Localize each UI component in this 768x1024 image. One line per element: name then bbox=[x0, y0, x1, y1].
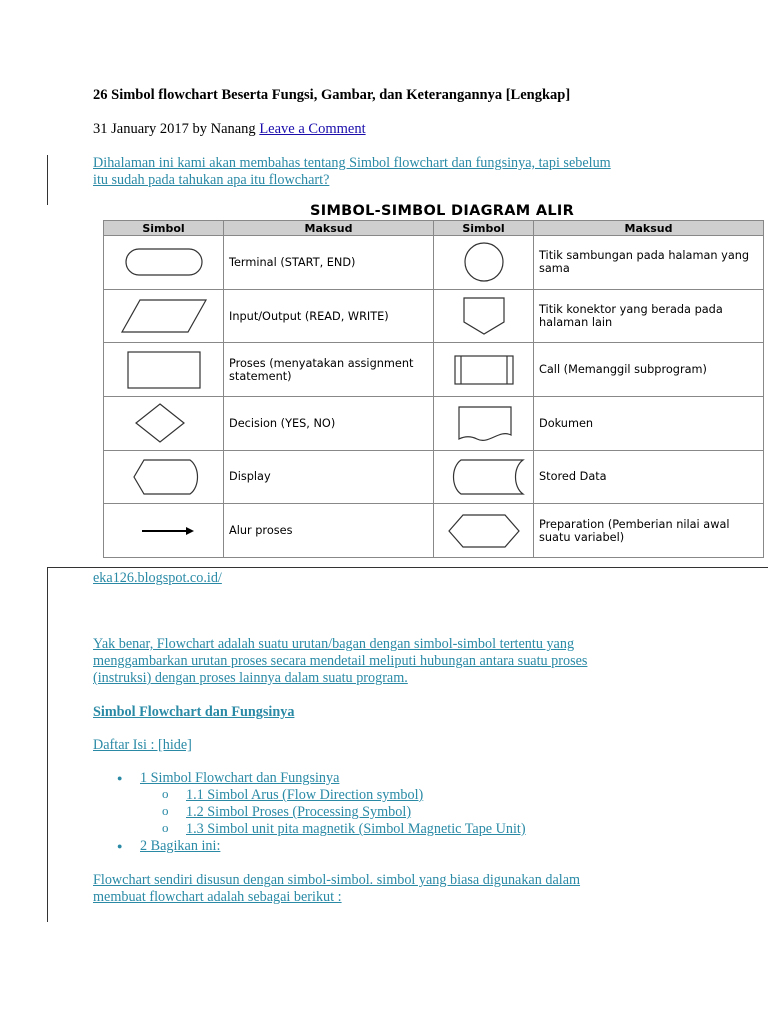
circle-bullet-icon: o bbox=[162, 820, 169, 835]
row-text-right: Titik sambungan pada halaman yang sama bbox=[534, 236, 764, 290]
paragraph-line2[interactable]: menggambarkan urutan proses secara mendetail meliputi hubungan antara suatu proses bbox=[93, 653, 588, 669]
hexagon-shape-icon bbox=[434, 504, 534, 558]
bullet-icon: ● bbox=[117, 841, 123, 851]
rectangle-shape-icon bbox=[104, 343, 224, 397]
table-row bbox=[104, 504, 764, 558]
closing-line1[interactable]: Flowchart sendiri disusun dengan simbol-simbol. simbol yang biasa digunakan dalam bbox=[93, 872, 581, 888]
toc-subitem-1[interactable]: 1.1 Simbol Arus (Flow Direction symbol) bbox=[186, 787, 424, 803]
margin-bar-bottom bbox=[47, 567, 48, 922]
circle-bullet-icon: o bbox=[162, 803, 169, 818]
offpage-connector-shape-icon bbox=[434, 289, 534, 343]
row-text-right: Call (Memanggil subprogram) bbox=[534, 343, 764, 397]
table-row bbox=[104, 236, 764, 290]
toc-item-2[interactable]: 2 Bagikan ini: bbox=[140, 838, 221, 854]
symbol-table-header bbox=[104, 221, 764, 236]
parallelogram-shape-icon bbox=[104, 289, 224, 343]
document-shape-icon bbox=[434, 397, 534, 451]
header-simbol-2: Simbol bbox=[434, 221, 534, 236]
table-row bbox=[104, 397, 764, 451]
header-maksud-2: Maksud bbox=[534, 221, 764, 236]
header-maksud-1: Maksud bbox=[224, 221, 434, 236]
table-row bbox=[104, 289, 764, 343]
paragraph-line1[interactable]: Yak benar, Flowchart adalah suatu urutan/bagan dengan simbol-simbol tertentu yang bbox=[93, 636, 575, 652]
terminal-shape-icon bbox=[104, 236, 224, 290]
symbol-table bbox=[103, 220, 764, 558]
source-link[interactable]: eka126.blogspot.co.id/ bbox=[93, 570, 222, 586]
predefined-process-shape-icon bbox=[434, 343, 534, 397]
post-date-author: 31 January 2017 by Nanang bbox=[93, 121, 260, 137]
circle-connector-shape-icon bbox=[434, 236, 534, 290]
intro-link-line1[interactable]: Dihalaman ini kami akan membahas tentang Simbol flowchart dan fungsinya, tapi sebelum bbox=[93, 155, 611, 171]
toc-subitem-3[interactable]: 1.3 Simbol unit pita magnetik (Simbol Magnetic Tape Unit) bbox=[186, 821, 526, 837]
row-text-left: Proses (menyatakan assignment statement) bbox=[224, 343, 434, 397]
display-shape-icon bbox=[104, 450, 224, 504]
leave-comment-link[interactable]: Leave a Comment bbox=[259, 121, 366, 137]
page-title: 26 Simbol flowchart Beserta Fungsi, Gambar, dan Keterangannya [Lengkap] bbox=[93, 87, 571, 103]
closing-line2[interactable]: membuat flowchart adalah sebagai berikut : bbox=[93, 889, 342, 905]
row-text-right: Preparation (Pemberian nilai awal suatu variabel) bbox=[534, 504, 764, 558]
row-text-right: Stored Data bbox=[534, 450, 764, 504]
row-text-right: Titik konektor yang berada pada halaman lain bbox=[534, 289, 764, 343]
row-text-left: Display bbox=[224, 450, 434, 504]
table-row bbox=[104, 343, 764, 397]
margin-bar-top bbox=[47, 155, 48, 205]
row-text-left: Input/Output (READ, WRITE) bbox=[224, 289, 434, 343]
toc-label[interactable]: Daftar Isi : [hide] bbox=[93, 737, 192, 753]
paragraph-line3[interactable]: (instruksi) dengan proses lainnya dalam suatu program. bbox=[93, 670, 408, 686]
empty-link[interactable] bbox=[93, 603, 99, 617]
intro-link-line2[interactable]: itu sudah pada tahukan apa itu flowchart? bbox=[93, 172, 330, 188]
toc-item-1[interactable]: 1 Simbol Flowchart dan Fungsinya bbox=[140, 770, 340, 786]
circle-bullet-icon: o bbox=[162, 786, 169, 801]
stored-data-shape-icon bbox=[434, 450, 534, 504]
row-text-left: Decision (YES, NO) bbox=[224, 397, 434, 451]
divider-line bbox=[47, 567, 768, 568]
arrow-shape-icon bbox=[104, 504, 224, 558]
post-meta bbox=[93, 121, 366, 138]
section-heading[interactable]: Simbol Flowchart dan Fungsinya bbox=[93, 704, 295, 720]
row-text-right: Dokumen bbox=[534, 397, 764, 451]
toc-subitem-2[interactable]: 1.2 Simbol Proses (Processing Symbol) bbox=[186, 804, 412, 820]
header-simbol-1: Simbol bbox=[104, 221, 224, 236]
diamond-shape-icon bbox=[104, 397, 224, 451]
table-row bbox=[104, 450, 764, 504]
diagram-title: SIMBOL-SIMBOL DIAGRAM ALIR bbox=[310, 203, 575, 219]
row-text-left: Terminal (START, END) bbox=[224, 236, 434, 290]
bullet-icon: ● bbox=[117, 773, 123, 783]
row-text-left: Alur proses bbox=[224, 504, 434, 558]
